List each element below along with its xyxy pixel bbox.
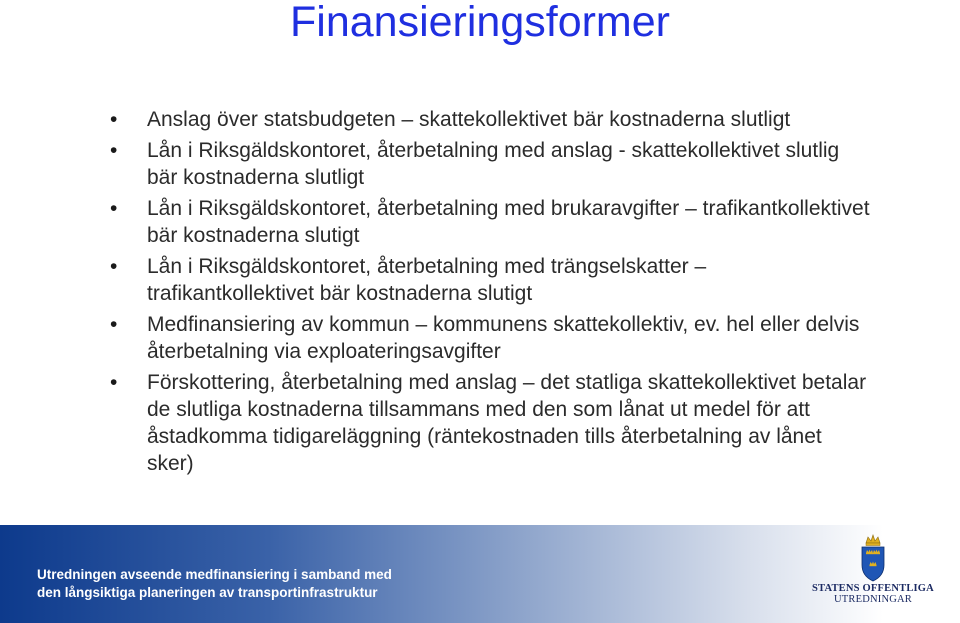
bullet-icon: • [110,371,118,394]
bullet-item [110,253,870,307]
footer-text [37,566,392,602]
logo-line-2: UTREDNINGAR [833,594,913,605]
bullet-list [110,106,870,481]
bullet-text: Förskottering, återbetalning med anslag – det statliga skattekollektivet betalar de slutliga kostnaderna tillsammans med den som lånat ut medel för att åstadkomma tidigareläggning (räntekostnaden tills återbetalning av lånet sker) [147,371,867,475]
three-crowns-crest-icon [858,534,888,582]
bullet-icon: • [110,313,118,336]
bullet-item [110,137,870,191]
logo-line-1: STATENS OFFENTLIGA [812,583,934,594]
bullet-icon: • [110,255,118,278]
bullet-text: Lån i Riksgäldskontoret, återbetalning med brukaravgifter – trafikantkollektivet bär kostnaderna slutigt [147,197,870,247]
bullet-item [110,106,870,133]
bullet-item [110,195,870,249]
sou-logo [808,534,938,614]
bullet-item [110,369,870,477]
bullet-icon: • [110,139,118,162]
footer-line-2: den långsiktiga planeringen av transportinfrastruktur [37,585,378,600]
bullet-text: Lån i Riksgäldskontoret, återbetalning med trängselskatter – trafikantkollektivet bär kostnaderna slutigt [147,255,707,305]
footer-line-1: Utredningen avseende medfinansiering i samband med [37,567,392,582]
bullet-text: Medfinansiering av kommun – kommunens skattekollektiv, ev. hel eller delvis återbetalning via exploateringsavgifter [147,313,860,363]
bullet-text: Anslag över statsbudgeten – skattekollektivet bär kostnaderna slutligt [147,108,791,131]
bullet-icon: • [110,108,118,131]
bullet-item [110,311,870,365]
bullet-text: Lån i Riksgäldskontoret, återbetalning med anslag - skattekollektivet slutlig bär kostnaderna slutligt [147,139,840,189]
bullet-icon: • [110,197,118,220]
slide-title: Finansieringsformer [290,0,670,46]
logo-text [808,583,938,605]
